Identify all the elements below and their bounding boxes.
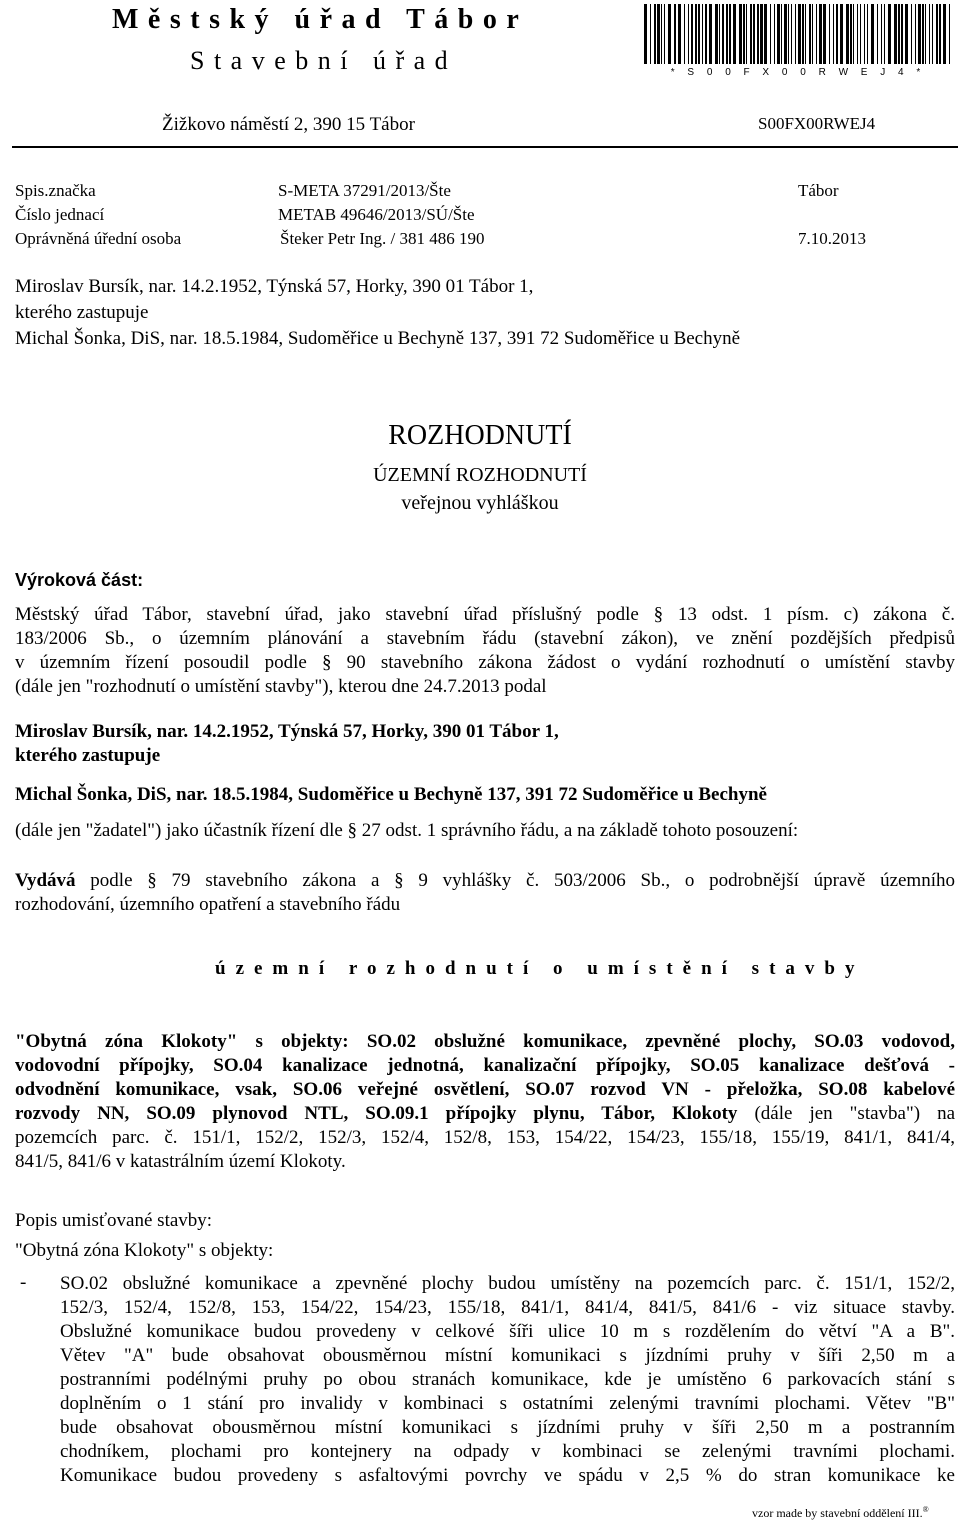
- barcode-bar: [888, 4, 891, 64]
- barcode-bar: [674, 4, 676, 64]
- text-line: rozvody NN, SO.09 plynovod NTL, SO.09.1 přípojky plynu, Tábor, Klokoty: [15, 1103, 738, 1124]
- barcode-bar: [860, 4, 861, 64]
- barcode-bar: [819, 4, 822, 64]
- text-line: Obslužné komunikace budou provedeny v celkové šíři ulice 10 m s rozdělením do větví "A a B".: [60, 1321, 955, 1342]
- barcode-bar: [784, 4, 787, 64]
- barcode-bar: [816, 4, 817, 64]
- barcode-bar: [729, 4, 731, 64]
- text-line: Komunikace budou provedeny s asfaltovými povrchy ve spádu v 2,5 % do stran komunikace ke: [60, 1465, 955, 1486]
- text-line: (dále jen "stavba") na: [737, 1103, 956, 1124]
- barcode-bar: [678, 4, 681, 64]
- cj-value: METAB 49646/2013/SÚ/Šte: [278, 205, 475, 224]
- barcode-bar: [943, 4, 946, 64]
- barcode-bar: [836, 4, 838, 64]
- barcode-bar: [750, 4, 752, 64]
- barcode-bar: [650, 4, 651, 64]
- description-heading: Popis umisťované stavby:: [15, 1210, 213, 1231]
- barcode-bar: [774, 4, 775, 64]
- applicant-role-text: (dále jen "žadatel") jako účastník řízení dle § 27 odst. 1 správního řádu, a na základě tohoto posouzení:: [15, 820, 799, 841]
- footer-text: vzor made by stavební oddělení III.: [752, 1506, 923, 1520]
- text-line: doplněním o 1 stání pro invalidy v kombinaci s ostatními zelenými travními plochami. Větev "B": [60, 1393, 955, 1414]
- barcode-bar: [722, 4, 724, 64]
- barcode-bar: [833, 4, 834, 64]
- description-list-item: [60, 1272, 955, 1488]
- barcode-bar: [823, 4, 826, 64]
- official-label: Oprávněná úřední osoba: [15, 229, 182, 248]
- document-title: ROZHODNUTÍ: [388, 420, 572, 451]
- spis-label: Spis.značka: [15, 181, 96, 200]
- spis-value: S-META 37291/2013/Šte: [278, 181, 451, 200]
- text-line: "Obytná zóna Klokoty" s objekty: SO.02 obslužné komunikace, zpevněné plochy, SO.03 vodovod,: [15, 1031, 955, 1052]
- barcode-bar: [853, 4, 854, 64]
- project-paragraph: [15, 1030, 955, 1174]
- barcode-bar: [719, 4, 720, 64]
- barcode-bar: [829, 4, 830, 64]
- barcode-bar: [753, 4, 755, 64]
- barcode-bar: [929, 4, 930, 64]
- cj-label: Číslo jednací: [15, 205, 105, 224]
- barcode-bar: [664, 4, 665, 64]
- applicant-line: Michal Šonka, DiS, nar. 18.5.1984, Sudoměřice u Bechyně 137, 391 72 Sudoměřice u Bechyně: [15, 784, 767, 805]
- issue-verb: Vydává: [15, 870, 76, 891]
- document-date: 7.10.2013: [798, 229, 866, 248]
- barcode-bar: [777, 4, 780, 64]
- text-line: postranními podélnými pruhy po obou stranách komunikace, kde je umístěno 6 parkovacích stání s: [60, 1369, 955, 1390]
- barcode-bar: [867, 4, 868, 64]
- barcode-bar: [802, 4, 804, 64]
- barcode-bar: [733, 4, 736, 64]
- barcode-bar: [805, 4, 806, 64]
- barcode-bar: [871, 4, 874, 64]
- description-subheading: "Obytná zóna Klokoty" s objekty:: [15, 1240, 274, 1261]
- barcode-bar: [949, 4, 950, 64]
- barcode-bar: [846, 4, 849, 64]
- barcode-bar: [644, 4, 647, 64]
- barcode-bar: [857, 4, 858, 64]
- department-name: Stavební úřad: [190, 46, 458, 75]
- barcode-bar: [918, 4, 921, 64]
- barcode-bar: [840, 4, 843, 64]
- footer-note: [752, 1505, 929, 1521]
- barcode-bar: [884, 4, 885, 64]
- text-line: podle § 79 stavebního zákona a § 9 vyhlášky č. 503/2006 Sb., o podrobnější úpravě územního: [75, 870, 955, 891]
- text-line: (dále jen "rozhodnutí o umístění stavby"), kterou dne 24.7.2013 podal: [15, 676, 547, 697]
- barcode-bar: [809, 4, 811, 64]
- barcode-bar: [657, 4, 660, 64]
- barcode-bar: [661, 4, 662, 64]
- text-line: pozemcích parc. č. 151/1, 152/2, 152/3, 152/4, 152/8, 153, 154/22, 154/23, 155/18, 155/19, 841/1, 841/4,: [15, 1127, 955, 1148]
- barcode-bar: [739, 4, 742, 64]
- operative-heading: Výroková část:: [15, 570, 144, 590]
- operative-paragraph: [15, 603, 955, 699]
- list-dash: -: [20, 1272, 27, 1293]
- text-line: Větev "A" bude obsahovat obousměrnou místní komunikaci s jízdními pruhy v šíři 2,50 m a: [60, 1345, 955, 1366]
- barcode-bar: [702, 4, 703, 64]
- barcode-bar: [894, 4, 897, 64]
- text-line: odvodnění komunikace, vsak, SO.06 veřejné osvětlení, SO.07 rozvod VN - přeložka, SO.08 kabelové: [15, 1079, 955, 1100]
- text-line: SO.02 obslužné komunikace a zpevněné plochy budou umístěny na pozemcích parc. č. 151/1, 152/2,: [60, 1273, 955, 1294]
- barcode-id: S00FX00RWEJ4: [758, 114, 876, 133]
- place: Tábor: [798, 181, 839, 200]
- barcode-bar: [864, 4, 865, 64]
- barcode-bar: [709, 4, 712, 64]
- applicant-line: kterého zastupuje: [15, 745, 161, 766]
- barcode-bar: [695, 4, 697, 64]
- barcode-bar: [925, 4, 926, 64]
- barcode-bar: [898, 4, 900, 64]
- text-line: 152/3, 152/4, 152/8, 153, 154/22, 154/23, 155/18, 841/1, 841/4, 841/5, 841/6 - viz situace stavby.: [60, 1297, 955, 1318]
- barcode-bar: [901, 4, 903, 64]
- barcode-bar: [791, 4, 792, 64]
- barcode-bar: [684, 4, 685, 64]
- recipient-line: Miroslav Bursík, nar. 14.2.1952, Týnská 57, Horky, 390 01 Tábor 1,: [15, 276, 534, 297]
- text-line: rozhodování, územního opatření a stavebního řádu: [15, 894, 401, 915]
- barcode-bar: [654, 4, 656, 64]
- barcode-image: [642, 4, 954, 78]
- registered-mark: ®: [922, 1505, 929, 1514]
- barcode-bar: [936, 4, 938, 64]
- document-subtitle: ÚZEMNÍ ROZHODNUTÍ: [373, 464, 587, 486]
- barcode-bar: [932, 4, 933, 64]
- barcode-bar: [881, 4, 882, 64]
- office-address: Žižkovo náměstí 2, 390 15 Tábor: [162, 114, 415, 135]
- issue-paragraph: [15, 869, 955, 917]
- barcode-bar: [798, 4, 801, 64]
- text-line: Městský úřad Tábor, stavební úřad, jako stavební úřad příslušný podle § 13 odst. 1 písm. c) zákona č.: [15, 604, 955, 625]
- barcode-bar: [715, 4, 718, 64]
- header-divider: [12, 146, 958, 148]
- recipient-line: kterého zastupuje: [15, 302, 149, 323]
- barcode-bar: [668, 4, 671, 64]
- barcode-bar: [746, 4, 747, 64]
- barcode-bar: [764, 4, 767, 64]
- decision-title: územní rozhodnutí o umístění stavby: [215, 958, 865, 979]
- barcode-bar: [939, 4, 941, 64]
- barcode-bar: [915, 4, 916, 64]
- text-line: 841/5, 841/6 v katastrálním území Klokoty.: [15, 1151, 346, 1172]
- office-name: Městský úřad Tábor: [112, 4, 529, 35]
- barcode-bar: [757, 4, 759, 64]
- applicant-line: Miroslav Bursík, nar. 14.2.1952, Týnská 57, Horky, 390 01 Tábor 1,: [15, 721, 559, 742]
- barcode-bar: [905, 4, 908, 64]
- barcode-bar: [760, 4, 763, 64]
- barcode-bar: [781, 4, 782, 64]
- text-line: bude obsahovat obousměrnou místní komunikaci s jízdními pruhy v šíři 2,50 m a postranním: [60, 1417, 955, 1438]
- text-line: 183/2006 Sb., o územním plánování a stavebním řádu (stavební zákon), ve znění pozdějších předpisů: [15, 628, 955, 649]
- barcode-bar: [726, 4, 728, 64]
- text-line: chodníkem, plochami pro kontejnery na odpady v kombinaci se zelenými travními plochami.: [60, 1441, 955, 1462]
- barcode-bar: [788, 4, 789, 64]
- barcode-bar: [705, 4, 707, 64]
- barcode-bar: [691, 4, 693, 64]
- barcode-caption: * S 0 0 F X 0 0 R W E J 4 *: [670, 67, 926, 78]
- public-notice-label: veřejnou vyhláškou: [401, 492, 559, 514]
- barcode-bar: [911, 4, 912, 64]
- barcode-bar: [688, 4, 689, 64]
- barcode-bar: [850, 4, 852, 64]
- text-line: vodovodní přípojky, SO.04 kanalizace jednotná, kanalizační přípojky, SO.05 kanalizace dešťová -: [15, 1055, 955, 1076]
- barcode-bar: [743, 4, 745, 64]
- official-value: Šteker Petr Ing. / 381 486 190: [280, 229, 485, 248]
- text-line: v územním řízení posoudil podle § 90 stavebního zákona žádost o vydání rozhodnutí o umístění stavby: [15, 652, 955, 673]
- recipient-line: Michal Šonka, DiS, nar. 18.5.1984, Sudoměřice u Bechyně 137, 391 72 Sudoměřice u Bechyně: [15, 328, 741, 349]
- barcode-bar: [698, 4, 700, 64]
- barcode-bar: [812, 4, 813, 64]
- barcode-bar: [877, 4, 878, 64]
- barcode-bar: [770, 4, 771, 64]
- barcode-bar: [922, 4, 924, 64]
- barcode-bar: [795, 4, 796, 64]
